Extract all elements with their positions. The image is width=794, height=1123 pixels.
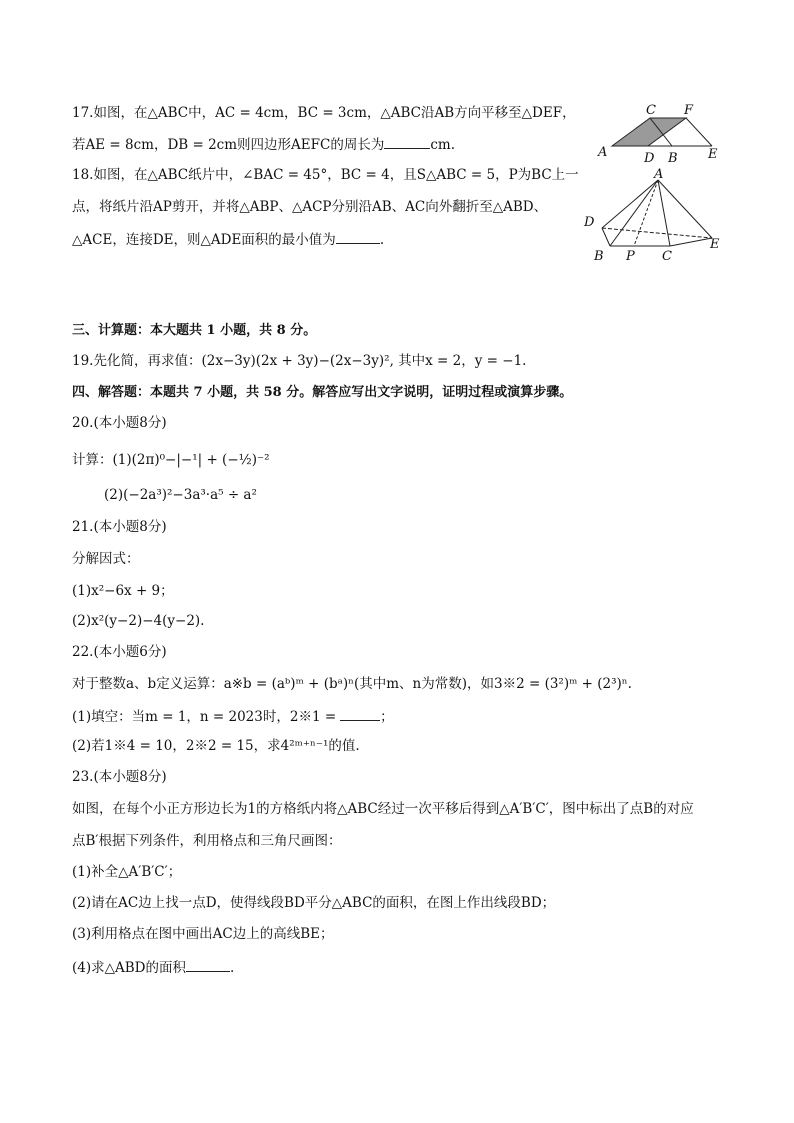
q21-part1: (1)x²−6x + 9； bbox=[72, 583, 174, 599]
q18-line2: 点，将纸片沿AP剪开，并将△ABP、△ACP分别沿AB、AC向外翻折至△ABD、 bbox=[72, 199, 548, 215]
fig2-label-P: P bbox=[626, 249, 635, 264]
q23-part3: (3)利用格点在图中画出AC边上的高线BE； bbox=[72, 926, 334, 942]
q18-line1: 18.如图，在△ABC纸片中，∠BAC = 45°，BC = 4，且S△ABC = 5，P为BC上一 bbox=[72, 167, 579, 183]
answer-blank[interactable] bbox=[186, 957, 230, 972]
q22-title: 22.(本小题6分) bbox=[72, 644, 167, 660]
q17-line1: 17.如图，在△ABC中，AC = 4cm，BC = 3cm，△ABC沿AB方向平移至△DEF， bbox=[72, 105, 576, 121]
answer-blank[interactable] bbox=[384, 134, 430, 149]
fig1-label-A: A bbox=[598, 145, 608, 160]
folding-figure bbox=[578, 166, 728, 266]
fig2-label-A: A bbox=[654, 167, 664, 182]
q20-title: 20.(本小题8分) bbox=[72, 415, 167, 431]
fig2-label-E: E bbox=[710, 237, 720, 252]
segment-CE bbox=[670, 238, 712, 246]
q18-line3-end: . bbox=[379, 232, 385, 248]
q21-intro: 分解因式： bbox=[72, 551, 140, 567]
q20-part2: (2)(−2a³)²−3a³·a⁵ ÷ a² bbox=[104, 487, 257, 503]
q23-part2: (2)请在AC边上找一点D，使得线段BD平分△ABC的面积，在图上作出线段BD； bbox=[72, 895, 556, 911]
translation-figure bbox=[590, 100, 730, 168]
fig1-label-E: E bbox=[708, 147, 718, 162]
parallelogram-shaded bbox=[612, 118, 686, 146]
q23-part4 bbox=[72, 957, 234, 977]
q17-line2-text: 若AE = 8cm，DB = 2cm则四边形AEFC的周长为 bbox=[72, 137, 385, 153]
section-4-heading: 四、解答题：本题共 7 小题，共 58 分。解答应写出文字说明，证明过程或演算步骤。 bbox=[72, 385, 573, 400]
segment-FE bbox=[686, 118, 712, 146]
q19-text: 19.先化简，再求值：(2x−3y)(2x + 3y)−(2x−3y)², 其中x = 2，y = −1. bbox=[72, 353, 527, 369]
q17-line2 bbox=[72, 134, 455, 154]
q22-part2: (2)若1※4 = 10，2※2 = 15，求4²ᵐ⁺ⁿ⁻¹的值. bbox=[72, 738, 360, 754]
q22-part1-end: ； bbox=[380, 709, 394, 725]
q23-part4-end: . bbox=[230, 960, 235, 976]
q23-line1: 如图，在每个小正方形边长为1的方格纸内将△ABC经过一次平移后得到△A′B′C′，图中标出了点B的对应 bbox=[72, 801, 694, 817]
answer-blank[interactable] bbox=[340, 706, 380, 721]
segment-AB bbox=[610, 180, 658, 246]
q23-title: 23.(本小题8分) bbox=[72, 769, 167, 785]
q23-part1: (1)补全△A′B′C′； bbox=[72, 864, 182, 880]
q18-line3 bbox=[72, 229, 384, 249]
segment-AC bbox=[658, 180, 670, 246]
q21-part2: (2)x²(y−2)−4(y−2). bbox=[72, 613, 205, 629]
segment-DB bbox=[602, 228, 610, 246]
q22-part1-text: (1)填空：当m = 1，n = 2023时，2※1 = bbox=[72, 709, 337, 725]
segment-DE-dashed bbox=[602, 228, 712, 238]
q23-line2: 点B′根据下列条件，利用格点和三角尺画图： bbox=[72, 833, 342, 849]
q18-line3-text: △ACE，连接DE，则△ADE面积的最小值为 bbox=[72, 232, 336, 248]
answer-blank[interactable] bbox=[336, 229, 380, 244]
q17-line2-unit: cm. bbox=[430, 137, 455, 153]
fig1-label-F: F bbox=[684, 103, 694, 118]
q22-definition: 对于整数a、b定义运算：a※b = (aᵇ)ᵐ + (bᵃ)ⁿ(其中m、n为常数)，如3※2 = (3²)ᵐ + (2³)ⁿ. bbox=[72, 676, 632, 692]
segment-AE bbox=[658, 180, 712, 238]
q23-part4-text: (4)求△ABD的面积 bbox=[72, 960, 186, 976]
q21-title: 21.(本小题8分) bbox=[72, 519, 167, 535]
fig2-label-B: B bbox=[594, 249, 604, 264]
q20-part1: 计算：(1)(2π)⁰−|−¹| + (−½)⁻² bbox=[72, 452, 270, 468]
q22-part1 bbox=[72, 706, 394, 726]
fig1-label-C: C bbox=[646, 103, 656, 118]
fig2-label-D: D bbox=[584, 215, 595, 230]
fig1-label-B: B bbox=[668, 151, 678, 166]
section-3-heading: 三、计算题：本大题共 1 小题，共 8 分。 bbox=[72, 323, 317, 338]
fig2-label-C: C bbox=[662, 249, 672, 264]
fig1-label-D: D bbox=[644, 151, 655, 166]
